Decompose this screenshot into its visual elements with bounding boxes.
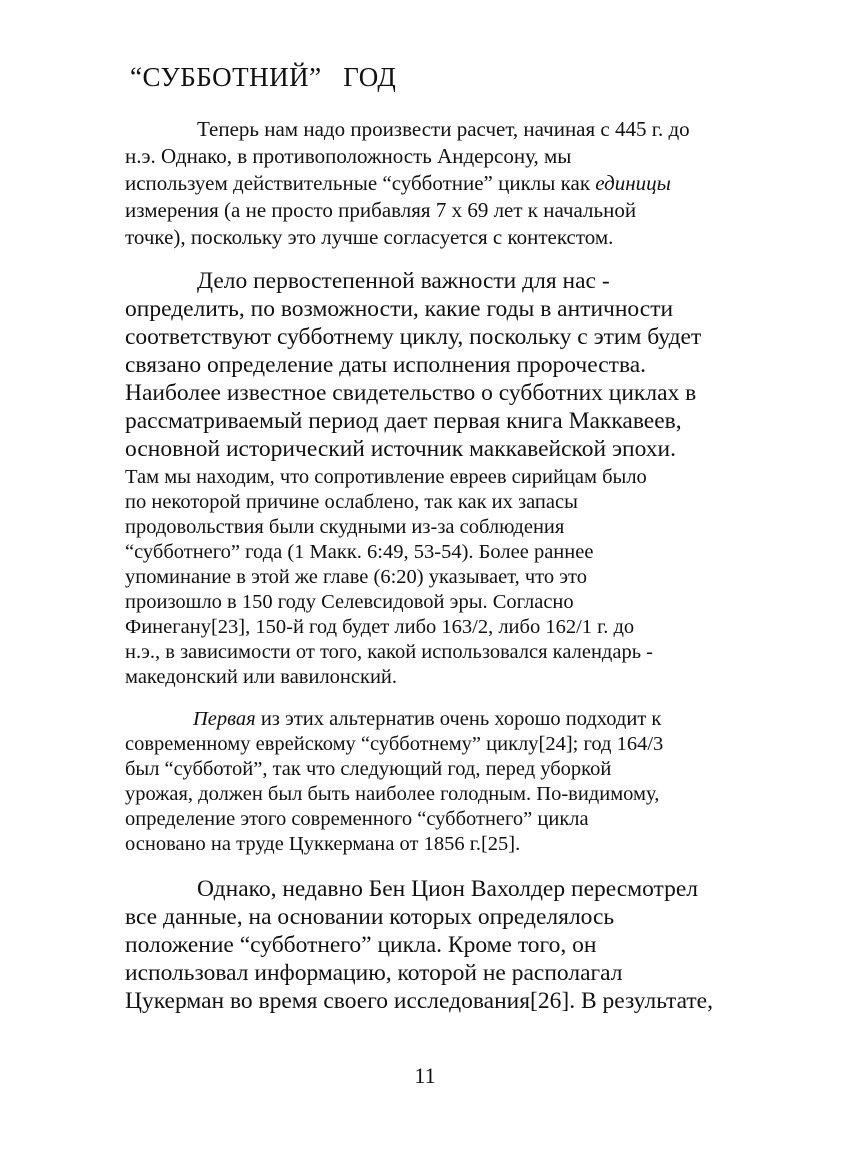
- paragraph-2-line-6: рассматриваемый период дает первая книга Маккавеев,: [125, 408, 682, 434]
- paragraph-3-line-4: урожая, должен был быть наиболее голодным. По-видимому,: [125, 783, 660, 805]
- paragraph-4-line-3: положение “субботнего” цикла. Кроме того, он: [125, 932, 597, 958]
- paragraph-2-line-3: соответствуют субботнему циклу, поскольку с этим будет: [125, 324, 702, 350]
- paragraph-1-line-5: точке), поскольку это лучше согласуется с контекстом.: [125, 225, 614, 249]
- paragraph-1-line-1: Теперь нам надо произвести расчет, начиная с 445 г. до: [197, 117, 690, 141]
- paragraph-3-line-1: Первая из этих альтернатив очень хорошо подходит к: [193, 708, 662, 730]
- italic-word: единицы: [595, 171, 671, 195]
- paragraph-2-line-12: упоминание в этой же главе (6:20) указывает, что это: [125, 566, 587, 588]
- paragraph-3-line-3: был “субботой”, так что следующий год, перед уборкой: [125, 758, 612, 780]
- paragraph-1-line-2: н.э. Однако, в противоположность Андерсону, мы: [125, 144, 572, 168]
- paragraph-4-line-2: все данные, на основании которых определялось: [125, 904, 615, 930]
- paragraph-4-line-4: использовал информацию, которой не располагал: [125, 960, 623, 986]
- paragraph-2-line-1: Дело первостепенной важности для нас -: [197, 268, 610, 294]
- paragraph-2-line-10: продовольствия были скудными из-за соблюдения: [125, 516, 565, 538]
- paragraph-2-line-15: н.э., в зависимости от того, какой использовался календарь -: [125, 641, 653, 663]
- paragraph-2-line-13: произошло в 150 году Селевсидовой эры. Согласно: [125, 591, 574, 613]
- paragraph-2-line-9: по некоторой причине ослаблено, так как их запасы: [125, 491, 578, 513]
- paragraph-2-line-7: основной исторический источник маккавейской эпохи.: [125, 436, 676, 462]
- paragraph-3-line-6: основано на труде Цуккермана от 1856 г.[25].: [125, 833, 521, 855]
- paragraph-1-line-3: используем действительные “субботние” циклы как единицы: [125, 171, 671, 195]
- paragraph-1-line-4: измерения (а не просто прибавляя 7 х 69 лет к начальной: [125, 198, 637, 222]
- paragraph-4-line-5: Цукерман во время своего исследования[26]. В результате,: [125, 988, 713, 1014]
- paragraph-2-line-2: определить, по возможности, какие годы в античности: [125, 296, 674, 322]
- paragraph-2-line-8: Там мы находим, что сопротивление евреев сирийцам было: [125, 466, 647, 488]
- paragraph-3-line-5: определение этого современного “субботнего” цикла: [125, 808, 589, 830]
- section-heading: “СУББОТНИЙ” ГОД: [130, 62, 397, 92]
- paragraph-2-line-11: “субботнего” года (1 Макк. 6:49, 53-54). Более раннее: [125, 541, 594, 563]
- paragraph-2-line-16: македонский или вавилонский.: [125, 666, 398, 688]
- page-number: 11: [414, 1063, 436, 1088]
- paragraph-2-line-14: Финегану[23], 150-й год будет либо 163/2, либо 162/1 г. до: [125, 616, 635, 638]
- paragraph-3-line-2: современному еврейскому “субботнему” циклу[24]; год 164/3: [125, 733, 664, 755]
- paragraph-4-line-1: Однако, недавно Бен Цион Вахолдер пересмотрел: [197, 876, 698, 902]
- paragraph-2-line-4: связано определение даты исполнения пророчества.: [125, 352, 647, 378]
- italic-word: Первая: [193, 708, 256, 730]
- paragraph-2-line-5: Наиболее известное свидетельство о субботних циклах в: [125, 380, 697, 406]
